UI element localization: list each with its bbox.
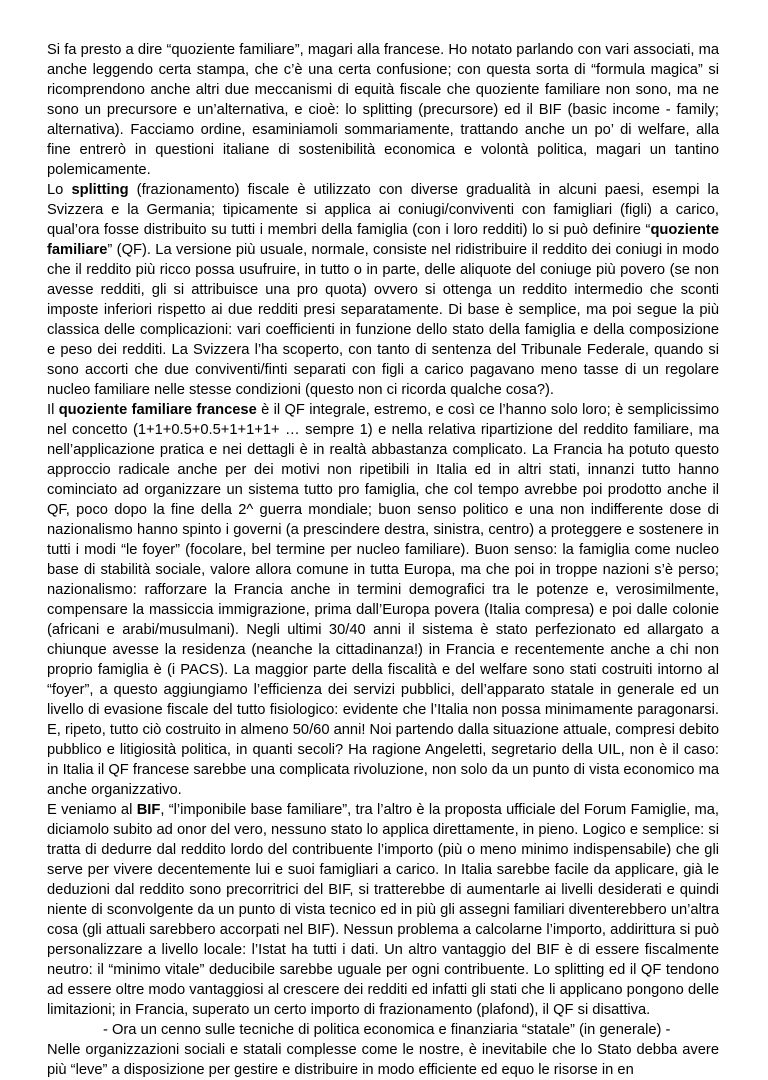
text-segment: Nelle organizzazioni sociali e statali complesse come le nostre, è inevitabile che lo Stato debba avere più “leve” a disposizione per gestire e distribuire in modo efficiente ed equo le risorse in en xyxy=(47,1042,719,1078)
paragraph-intro xyxy=(47,40,719,180)
section-subheading xyxy=(47,1020,719,1040)
text-segment: , “l’imponibile base familiare”, tra l’altro è la proposta ufficiale del Forum Famiglie, ma, diciamolo subito ad onor del vero, nessuno stato lo applica direttamente, in pieno. Logico e semplice: si tratta di dedurre dal reddito lordo del contribuente l’importo (più o meno minimo indispensabile) che gli serve per vivere decentemente lui e suoi famigliari a carico. In Italia sarebbe facile da applicare, già le deduzioni dal reddito sono precorritrici del BIF, si tratterebbe di aumentarle ai livelli desiderati e quindi niente di sconvolgente da un punto di vista tecnico ed in più gli assegni familiari diventerebbero un’altra cosa (gli attuali sarebbero accorpati nel BIF). Nessun problema a calcolarne l’importo, addirittura si può personalizzare a livello locale: l’Istat ha tutti i dati. Un altro vantaggio del BIF è di essere fiscalmente neutro: il “minimo vitale” deducibile sarebbe uguale per ogni contribuente. Lo splitting ed il QF tendono ad essere oltre modo vantaggiosi al crescere dei redditi ed infatti gli stati che li applicano pongono delle limitazioni; in Francia, superato un certo importo di frazionamento (plafond), il QF si disattiva. xyxy=(47,802,719,1018)
term-quoziente-familiare: quoziente familiare xyxy=(47,222,719,258)
text-segment: ” (QF). La versione più usuale, normale, consiste nel ridistribuire il reddito dei coniugi in modo che il reddito più ricco possa usufruire, in tutto o in parte, delle aliquote del coniuge più povero (se non avesse redditi, gli si attribuisce una pro quota) ovvero si ottenga un reddito intermedio che sconti imposte inferiori rispetto ai due redditi presi separatamente. Di base è semplice, ma poi segue la più classica delle complicazioni: vari coefficienti in funzione dello stato della famiglia e della composizione e peso dei redditi. La Svizzera l’ha scoperto, con tanto di sentenza del Tribunale Federale, quando si sono accorti che due conviventi/finti separati con figli a carico pagavano meno tasse di un regolare nucleo familiare nelle stesse condizioni (questo non ci ricorda qualche cosa?). xyxy=(47,242,719,398)
text-segment: E veniamo al xyxy=(47,802,137,818)
term-splitting: splitting xyxy=(71,182,129,198)
text-segment: Si fa presto a dire “quoziente familiare”, magari alla francese. Ho notato parlando con vari associati, ma anche leggendo certa stampa, che c’è una certa confusione; con questa sorta di “formula magica” si ricomprendono anche altri due meccanismi di equità fiscale che quoziente familiare non sono, ma ne sono un precursore e un’alternativa, e cioè: lo splitting (precursore) ed il BIF (basic income - family; alternativa). Facciamo ordine, esaminiamoli sommariamente, trattando anche un po’ di welfare, alla fine entrerò in questioni italiane di sostenibilità economica e volontà politica, magari un tantino polemicamente. xyxy=(47,42,719,178)
text-segment: è il QF integrale, estremo, e così ce l’hanno solo loro; è semplicissimo nel concetto (1+1+0.5+0.5+1+1+1+ … sempre 1) e nella relativa ripartizione del reddito familiare, ma nell’applicazione pratica e nei dettagli è in realtà abbastanza complicato. La Francia ha potuto questo approccio radicale anche per dei motivi non ripetibili in Italia ed in altri stati, innanzi tutto hanno cominciato ad organizzare un sistema tutto pro famiglia, che col tempo avrebbe poi prodotto anche il QF, poco dopo la fine della 2^ guerra mondiale; buon senso politico e una non indifferente dose di nazionalismo hanno spinto i governi (a prescindere destra, sinistra, centro) a proteggere e sostenere in tutti i modi “le foyer” (focolare, bel termine per nucleo familiare). Buon senso: la famiglia come nucleo base di stabilità sociale, valore allora comune in tutta Europa, ma che poi in troppe nazioni s’è perso; nazionalismo: rafforzare la Francia anche in termini demografici tra le potenze e, verosimilmente, compensare la massiccia immigrazione, prima dall’Europa povera (Italia compresa) e poi dalle colonie (africani e arabi/musulmani). Negli ultimi 30/40 anni il sistema è stato perfezionato ed allargato a chiunque avesse la residenza (neanche la cittadinanza!) in Francia e recentemente anche a chi non proprio famiglia è (i PACS). La maggior parte della fiscalità e del welfare sono stati costruiti intorno al “foyer”, a questo aggiungiamo l’efficienza dei servizi pubblici, dell’apparato statale in generale ed un livello di evasione fiscale del tutto fisiologico: evidente che l’Italia non possa minimamente paragonarsi. E, ripeto, tutto ciò costruito in almeno 50/60 anni! Noi partendo dalla situazione attuale, compresi debito pubblico e litigiosità politica, in quanti secoli? Ha ragione Angeletti, segretario della UIL, non è il caso: in Italia il QF francese sarebbe una complicata rivoluzione, non solo da un punto di vista economico ma anche organizzativo. xyxy=(47,402,719,798)
text-segment: Lo xyxy=(47,182,72,198)
text-segment: - Ora un cenno sulle tecniche di politica economica e finanziaria “statale” (in generale) - xyxy=(103,1022,671,1038)
paragraph-bif xyxy=(47,800,719,1020)
paragraph-splitting xyxy=(47,180,719,400)
paragraph-leve xyxy=(47,1040,719,1080)
paragraph-qf-francese xyxy=(47,400,719,800)
term-bif: BIF xyxy=(136,802,161,818)
article-body xyxy=(47,40,719,1080)
text-segment: Il xyxy=(47,402,59,418)
term-quoziente-familiare-francese: quoziente familiare francese xyxy=(58,402,257,418)
text-segment: (frazionamento) fiscale è utilizzato con diverse gradualità in alcuni paesi, esempi la Svizzera e la Germania; tipicamente si applica ai coniugi/conviventi con famigliari (figli) a carico, qual’ora fosse distribuito su tutti i membri della famiglia (con i loro redditi) lo si può definire “ xyxy=(47,182,719,238)
